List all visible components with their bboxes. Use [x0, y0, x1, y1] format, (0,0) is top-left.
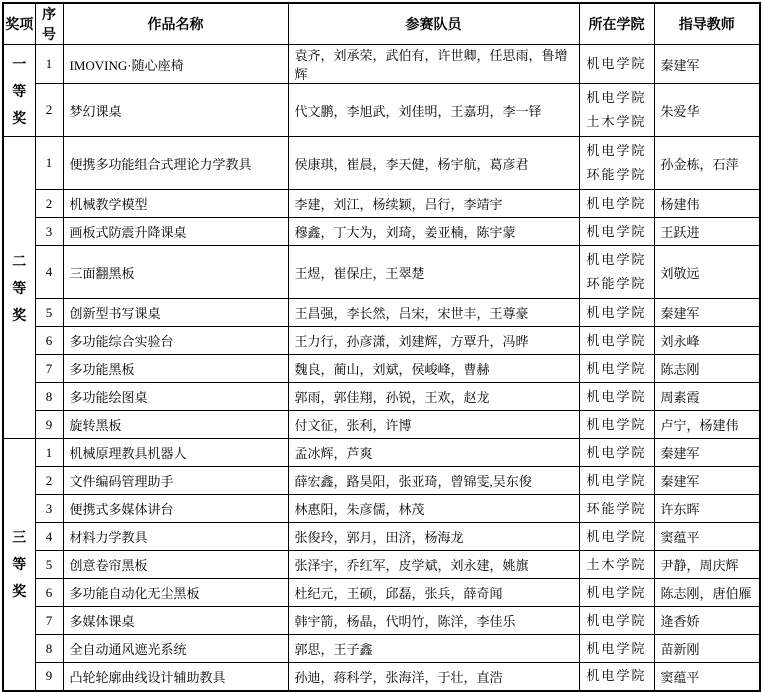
college-name: 机电学院	[586, 416, 647, 432]
team-members: 魏良，蔺山，刘斌，侯峻峰，曹赫	[288, 355, 579, 383]
team-members: 韩宇箭，杨晶，代明竹，陈洋，李佳乐	[288, 607, 579, 635]
work-title: 画板式防震升降课桌	[63, 218, 288, 246]
work-title: 全自动通风遮光系统	[63, 635, 288, 663]
advisor: 杨建伟	[654, 190, 760, 218]
college	[579, 355, 654, 383]
college	[579, 439, 654, 467]
row-number: 5	[35, 551, 63, 579]
team-members: 李建，刘江，杨续颖，吕行，李靖宇	[288, 190, 579, 218]
table-row	[3, 355, 760, 383]
college	[579, 523, 654, 551]
table-row	[3, 45, 760, 84]
table-row	[3, 190, 760, 218]
row-number: 3	[35, 495, 63, 523]
team-members: 穆鑫，丁大为，刘琦，姜亚楠，陈宇蒙	[288, 218, 579, 246]
team-members: 孙迪，蒋科学，张海洋，于壮，直浩	[288, 663, 579, 691]
header-row	[3, 3, 760, 45]
college-name: 机电学院	[586, 56, 647, 71]
college	[579, 45, 654, 84]
college-name: 机电学院	[586, 332, 647, 348]
table-row	[3, 635, 760, 663]
team-members: 王力行，孙彦潇，刘建辉，方覃升，冯晔	[288, 327, 579, 355]
work-title: 文件编码管理助手	[63, 467, 288, 495]
advisor: 孙金栋，石萍	[654, 137, 760, 190]
table-row	[3, 495, 760, 523]
college-name: 机电学院	[586, 444, 647, 460]
award-category-char: 奖	[12, 111, 27, 127]
work-title: 便携式多媒体讲台	[63, 495, 288, 523]
college	[579, 467, 654, 495]
work-title: 创意卷帘黑板	[63, 551, 288, 579]
row-number: 2	[35, 84, 63, 137]
row-number: 1	[35, 137, 63, 190]
college	[579, 299, 654, 327]
advisor: 卢宁，杨建伟	[654, 411, 760, 439]
college-name: 机电学院	[586, 252, 647, 267]
college	[579, 327, 654, 355]
row-number: 7	[35, 607, 63, 635]
college	[579, 84, 654, 137]
college	[579, 218, 654, 246]
row-number: 9	[35, 411, 63, 439]
college-name: 土木学院	[586, 556, 647, 572]
college-name: 机电学院	[586, 304, 647, 320]
row-number: 7	[35, 355, 63, 383]
table-row	[3, 439, 760, 467]
team-members: 郭思，王子鑫	[288, 635, 579, 663]
table-row	[3, 246, 760, 299]
table-row	[3, 607, 760, 635]
college	[579, 411, 654, 439]
advisor: 逄香娇	[654, 607, 760, 635]
college	[579, 495, 654, 523]
work-title: 材料力学教具	[63, 523, 288, 551]
work-title: 机械教学模型	[63, 190, 288, 218]
advisor: 窦蕴平	[654, 663, 760, 691]
college-name: 机电学院	[586, 143, 647, 158]
work-title: 多功能自动化无尘黑板	[63, 579, 288, 607]
column-header: 奖项	[3, 3, 35, 45]
advisor: 陈志刚，唐伯雁	[654, 579, 760, 607]
table-row	[3, 523, 760, 551]
table-body	[3, 45, 760, 691]
table-row	[3, 663, 760, 691]
team-members: 杜纪元，王硕，邱磊，张兵，薛奇闻	[288, 579, 579, 607]
advisor: 秦建军	[654, 299, 760, 327]
team-members: 袁齐，刘承荣，武伯有，许世卿，任思雨，鲁增辉	[288, 45, 579, 84]
row-number: 3	[35, 218, 63, 246]
table-row	[3, 551, 760, 579]
table-row	[3, 467, 760, 495]
work-title: 多功能黑板	[63, 355, 288, 383]
award-category-char: 等	[12, 281, 27, 297]
work-title: 凸轮轮廓曲线设计辅助教具	[63, 663, 288, 691]
work-title: 多功能绘图桌	[63, 383, 288, 411]
column-header: 指导教师	[654, 3, 760, 45]
column-header: 参赛队员	[288, 3, 579, 45]
work-title: 创新型书写课桌	[63, 299, 288, 327]
college-name: 环能学院	[586, 500, 647, 516]
advisor: 苗新刚	[654, 635, 760, 663]
college	[579, 383, 654, 411]
college	[579, 663, 654, 691]
row-number: 4	[35, 523, 63, 551]
work-title: IMOVING·随心座椅	[63, 45, 288, 84]
team-members: 侯康琪，崔晨，李天健，杨宇航，葛彦君	[288, 137, 579, 190]
college-name: 机电学院	[586, 640, 647, 656]
college-name: 机电学院	[586, 195, 647, 211]
team-members: 孟冰辉，芦爽	[288, 439, 579, 467]
college-name: 环能学院	[586, 167, 647, 182]
team-members: 张泽宇，乔红军，皮学斌，刘永建，姚旗	[288, 551, 579, 579]
table-row	[3, 411, 760, 439]
award-category-char: 等	[12, 558, 27, 574]
award-category-cell	[3, 137, 35, 439]
team-members: 王煜，崔保庄，王翠楚	[288, 246, 579, 299]
row-number: 2	[35, 190, 63, 218]
row-number: 2	[35, 467, 63, 495]
table-row	[3, 327, 760, 355]
row-number: 8	[35, 383, 63, 411]
table-row	[3, 299, 760, 327]
row-number: 4	[35, 246, 63, 299]
column-header: 序号	[35, 3, 63, 45]
college-name: 机电学院	[586, 90, 647, 105]
table-row	[3, 84, 760, 137]
award-category-cell	[3, 45, 35, 137]
column-header: 所在学院	[579, 3, 654, 45]
table-row	[3, 137, 760, 190]
work-title: 便携多功能组合式理论力学教具	[63, 137, 288, 190]
advisor: 周素霞	[654, 383, 760, 411]
team-members: 薛宏鑫，路昊阳，张亚琦，曾锦雯,吴东俊	[288, 467, 579, 495]
work-title: 机械原理教具机器人	[63, 439, 288, 467]
college-name: 环能学院	[586, 276, 647, 291]
advisor: 秦建军	[654, 439, 760, 467]
team-members: 张俊玲，郭月，田济，杨海龙	[288, 523, 579, 551]
row-number: 1	[35, 45, 63, 84]
table-header	[3, 3, 760, 45]
advisor: 许东晖	[654, 495, 760, 523]
college	[579, 137, 654, 190]
college-name: 机电学院	[586, 612, 647, 628]
college-name: 机电学院	[586, 528, 647, 544]
award-category-char: 奖	[12, 585, 27, 601]
row-number: 8	[35, 635, 63, 663]
advisor: 刘敬远	[654, 246, 760, 299]
advisor: 王跃进	[654, 218, 760, 246]
team-members: 郭雨，郭佳翔，孙锐，王欢，赵龙	[288, 383, 579, 411]
row-number: 6	[35, 327, 63, 355]
advisor: 陈志刚	[654, 355, 760, 383]
team-members: 代文鹏，李旭武，刘佳明，王嘉玥，李一铎	[288, 84, 579, 137]
advisor: 秦建军	[654, 467, 760, 495]
table-row	[3, 218, 760, 246]
college-name: 机电学院	[586, 668, 647, 684]
college-name: 机电学院	[586, 584, 647, 600]
award-category-char: 等	[12, 84, 27, 100]
award-category-char: 奖	[12, 308, 27, 324]
advisor: 朱爱华	[654, 84, 760, 137]
college-name: 机电学院	[586, 223, 647, 239]
college	[579, 551, 654, 579]
work-title: 三面翻黑板	[63, 246, 288, 299]
row-number: 1	[35, 439, 63, 467]
college-name: 土木学院	[586, 114, 647, 129]
college	[579, 579, 654, 607]
award-category-char: 二	[12, 254, 27, 270]
advisor: 尹静，周庆辉	[654, 551, 760, 579]
row-number: 6	[35, 579, 63, 607]
advisor: 秦建军	[654, 45, 760, 84]
team-members: 付文征，张利，许博	[288, 411, 579, 439]
work-title: 多媒体课桌	[63, 607, 288, 635]
advisor: 窦蕴平	[654, 523, 760, 551]
college-name: 机电学院	[586, 388, 647, 404]
team-members: 王昌强，李长然，吕宋，宋世丰，王尊豪	[288, 299, 579, 327]
row-number: 9	[35, 663, 63, 691]
work-title: 多功能综合实验台	[63, 327, 288, 355]
college-name: 机电学院	[586, 360, 647, 376]
college	[579, 190, 654, 218]
work-title: 旋转黑板	[63, 411, 288, 439]
award-category-char: 三	[12, 531, 27, 547]
college	[579, 246, 654, 299]
team-members: 林惠阳，朱彦儒，林茂	[288, 495, 579, 523]
advisor: 刘永峰	[654, 327, 760, 355]
award-category-char: 一	[12, 57, 27, 73]
college	[579, 607, 654, 635]
column-header: 作品名称	[63, 3, 288, 45]
row-number: 5	[35, 299, 63, 327]
table-row	[3, 383, 760, 411]
college-name: 机电学院	[586, 472, 647, 488]
award-category-cell	[3, 439, 35, 691]
table-row	[3, 579, 760, 607]
work-title: 梦幻课桌	[63, 84, 288, 137]
awards-table	[2, 2, 761, 692]
college	[579, 635, 654, 663]
